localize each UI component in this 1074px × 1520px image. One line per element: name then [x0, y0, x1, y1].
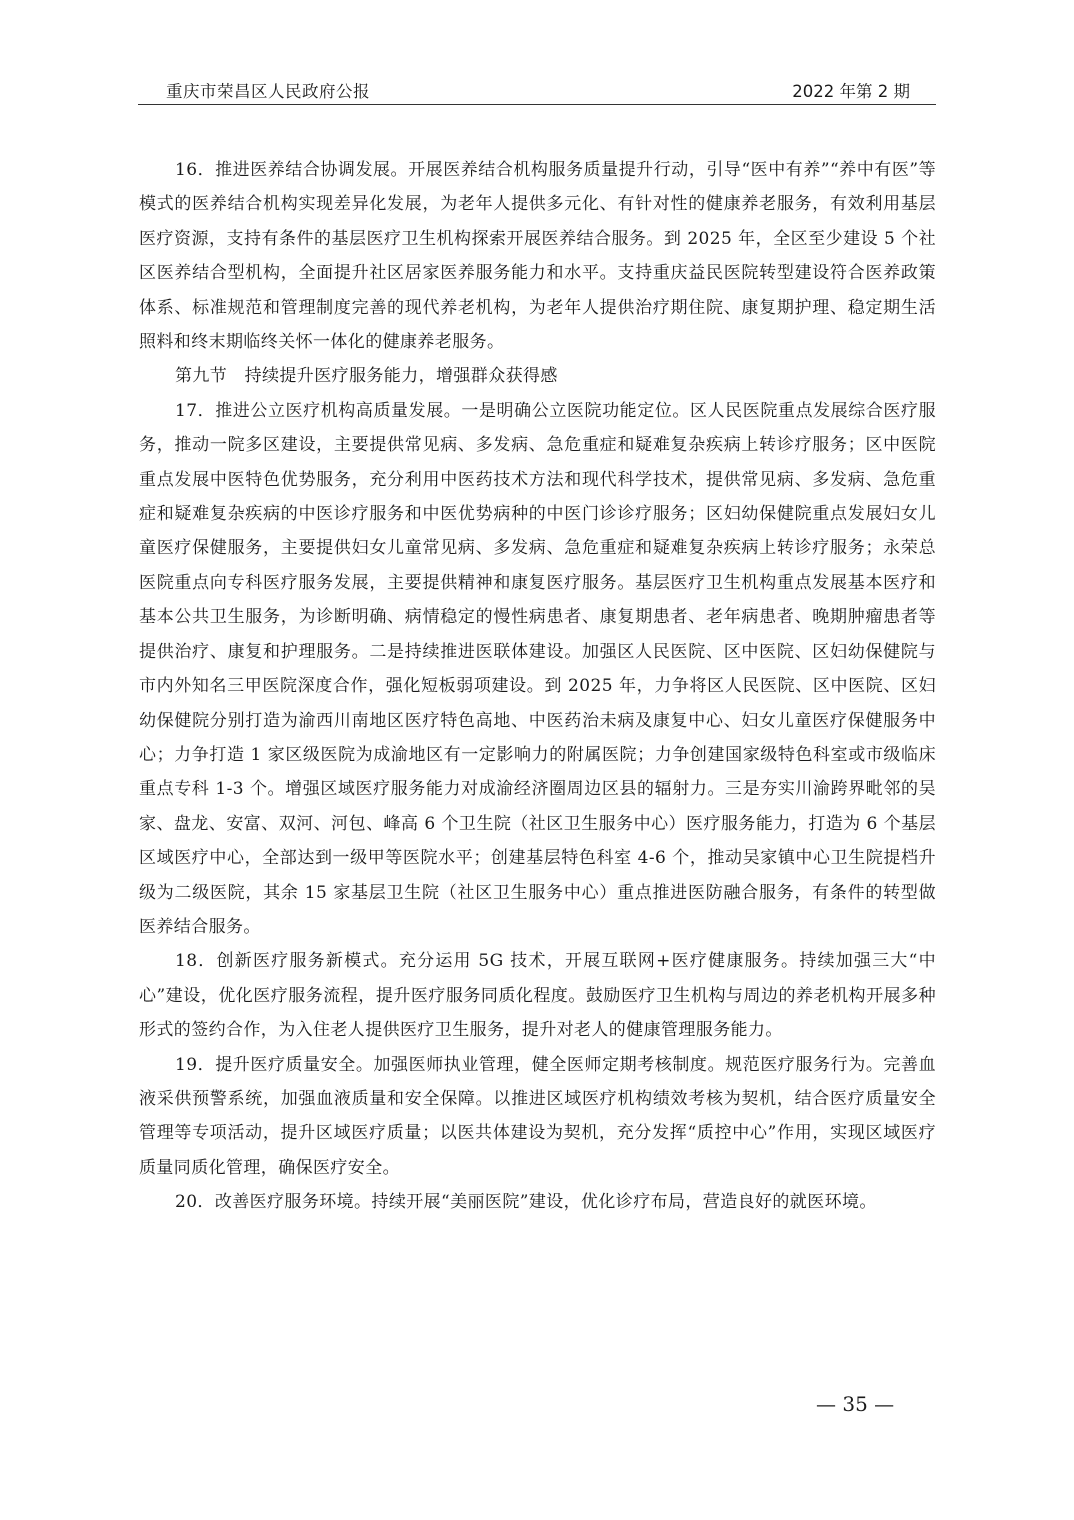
- paragraph-20: 20．改善医疗服务环境。持续开展“美丽医院”建设，优化诊疗布局，营造良好的就医环境。: [175, 1192, 877, 1213]
- paragraph-16: 16．推进医养结合协调发展。开展医养结合机构服务质量提升行动，引导“医中有养”“养中有医”等模式的医养结合机构实现差异化发展，为老年人提供多元化、有针对性的健康养老服务，有效利用基层医疗资源，支持有条件的基层医疗卫生机构探索开展医养结合服务。到 2025 年，全区至少建设 5 个社区医养结合型机构，全面提升社区居家医养服务能力和水平。支持重庆益民医院转型建设符合医养政策体系、标准规范和管理制度完善的现代养老机构，为老年人提供治疗期住院、康复期护理、稳定期生活照料和终末期临终关怀一体化的健康养老服务。: [139, 160, 936, 353]
- page-number: — 35 —: [816, 1392, 895, 1416]
- page-header: [138, 78, 936, 105]
- bulletin-title: 重庆市荣昌区人民政府公报: [166, 82, 370, 101]
- paragraph-19: 19．提升医疗质量安全。加强医师执业管理，健全医师定期考核制度。规范医疗服务行为。完善血液采供预警系统，加强血液质量和安全保障。以推进区域医疗机构绩效考核为契机，结合医疗质量安全管理等专项活动，提升区域医疗质量；以医共体建设为契机，充分发挥“质控中心”作用，实现区域医疗质量同质化管理，确保医疗安全。: [139, 1054, 936, 1178]
- document-body: [139, 153, 936, 1220]
- paragraph-18: 18．创新医疗服务新模式。充分运用 5G 技术，开展互联网+医疗健康服务。持续加强三大“中心”建设，优化医疗服务流程，提升医疗服务同质化程度。鼓励医疗卫生机构与周边的养老机构开展多种形式的签约合作，为入住老人提供医疗卫生服务，提升对老人的健康管理服务能力。: [139, 951, 936, 1041]
- issue-number: 2022 年第 2 期: [792, 82, 910, 101]
- paragraph-17: 17．推进公立医疗机构高质量发展。一是明确公立医院功能定位。区人民医院重点发展综合医疗服务，推动一院多区建设，主要提供常见病、多发病、急危重症和疑难复杂疾病上转诊疗服务；区中医院重点发展中医特色优势服务，充分利用中医药技术方法和现代科学技术，提供常见病、多发病、急危重症和疑难复杂疾病的中医诊疗服务和中医优势病种的中医门诊诊疗服务；区妇幼保健院重点发展妇女儿童医疗保健服务，主要提供妇女儿童常见病、多发病、急危重症和疑难复杂疾病上转诊疗服务；永荣总医院重点向专科医疗服务发展，主要提供精神和康复医疗服务。基层医疗卫生机构重点发展基本医疗和基本公共卫生服务，为诊断明确、病情稳定的慢性病患者、康复期患者、老年病患者、晚期肿瘤患者等提供治疗、康复和护理服务。二是持续推进医联体建设。加强区人民医院、区中医院、区妇幼保健院与市内外知名三甲医院深度合作，强化短板弱项建设。到 2025 年，力争将区人民医院、区中医院、区妇幼保健院分别打造为渝西川南地区医疗特色高地、中医药治未病及康复中心、妇女儿童医疗保健服务中心；力争打造 1 家区级医院为成渝地区有一定影响力的附属医院；力争创建国家级特色科室或市级临床重点专科 1-3 个。增强区域医疗服务能力对成渝经济圈周边区县的辐射力。三是夯实川渝跨界毗邻的吴家、盘龙、安富、双河、河包、峰高 6 个卫生院（社区卫生服务中心）医疗服务能力，打造为 6 个基层区域医疗中心，全部达到一级甲等医院水平；创建基层特色科室 4-6 个，推动吴家镇中心卫生院提档升级为二级医院，其余 15 家基层卫生院（社区卫生服务中心）重点推进医防融合服务，有条件的转型做医养结合服务。: [139, 400, 936, 937]
- section-heading-9: 第九节 持续提升医疗服务能力，增强群众获得感: [175, 366, 558, 387]
